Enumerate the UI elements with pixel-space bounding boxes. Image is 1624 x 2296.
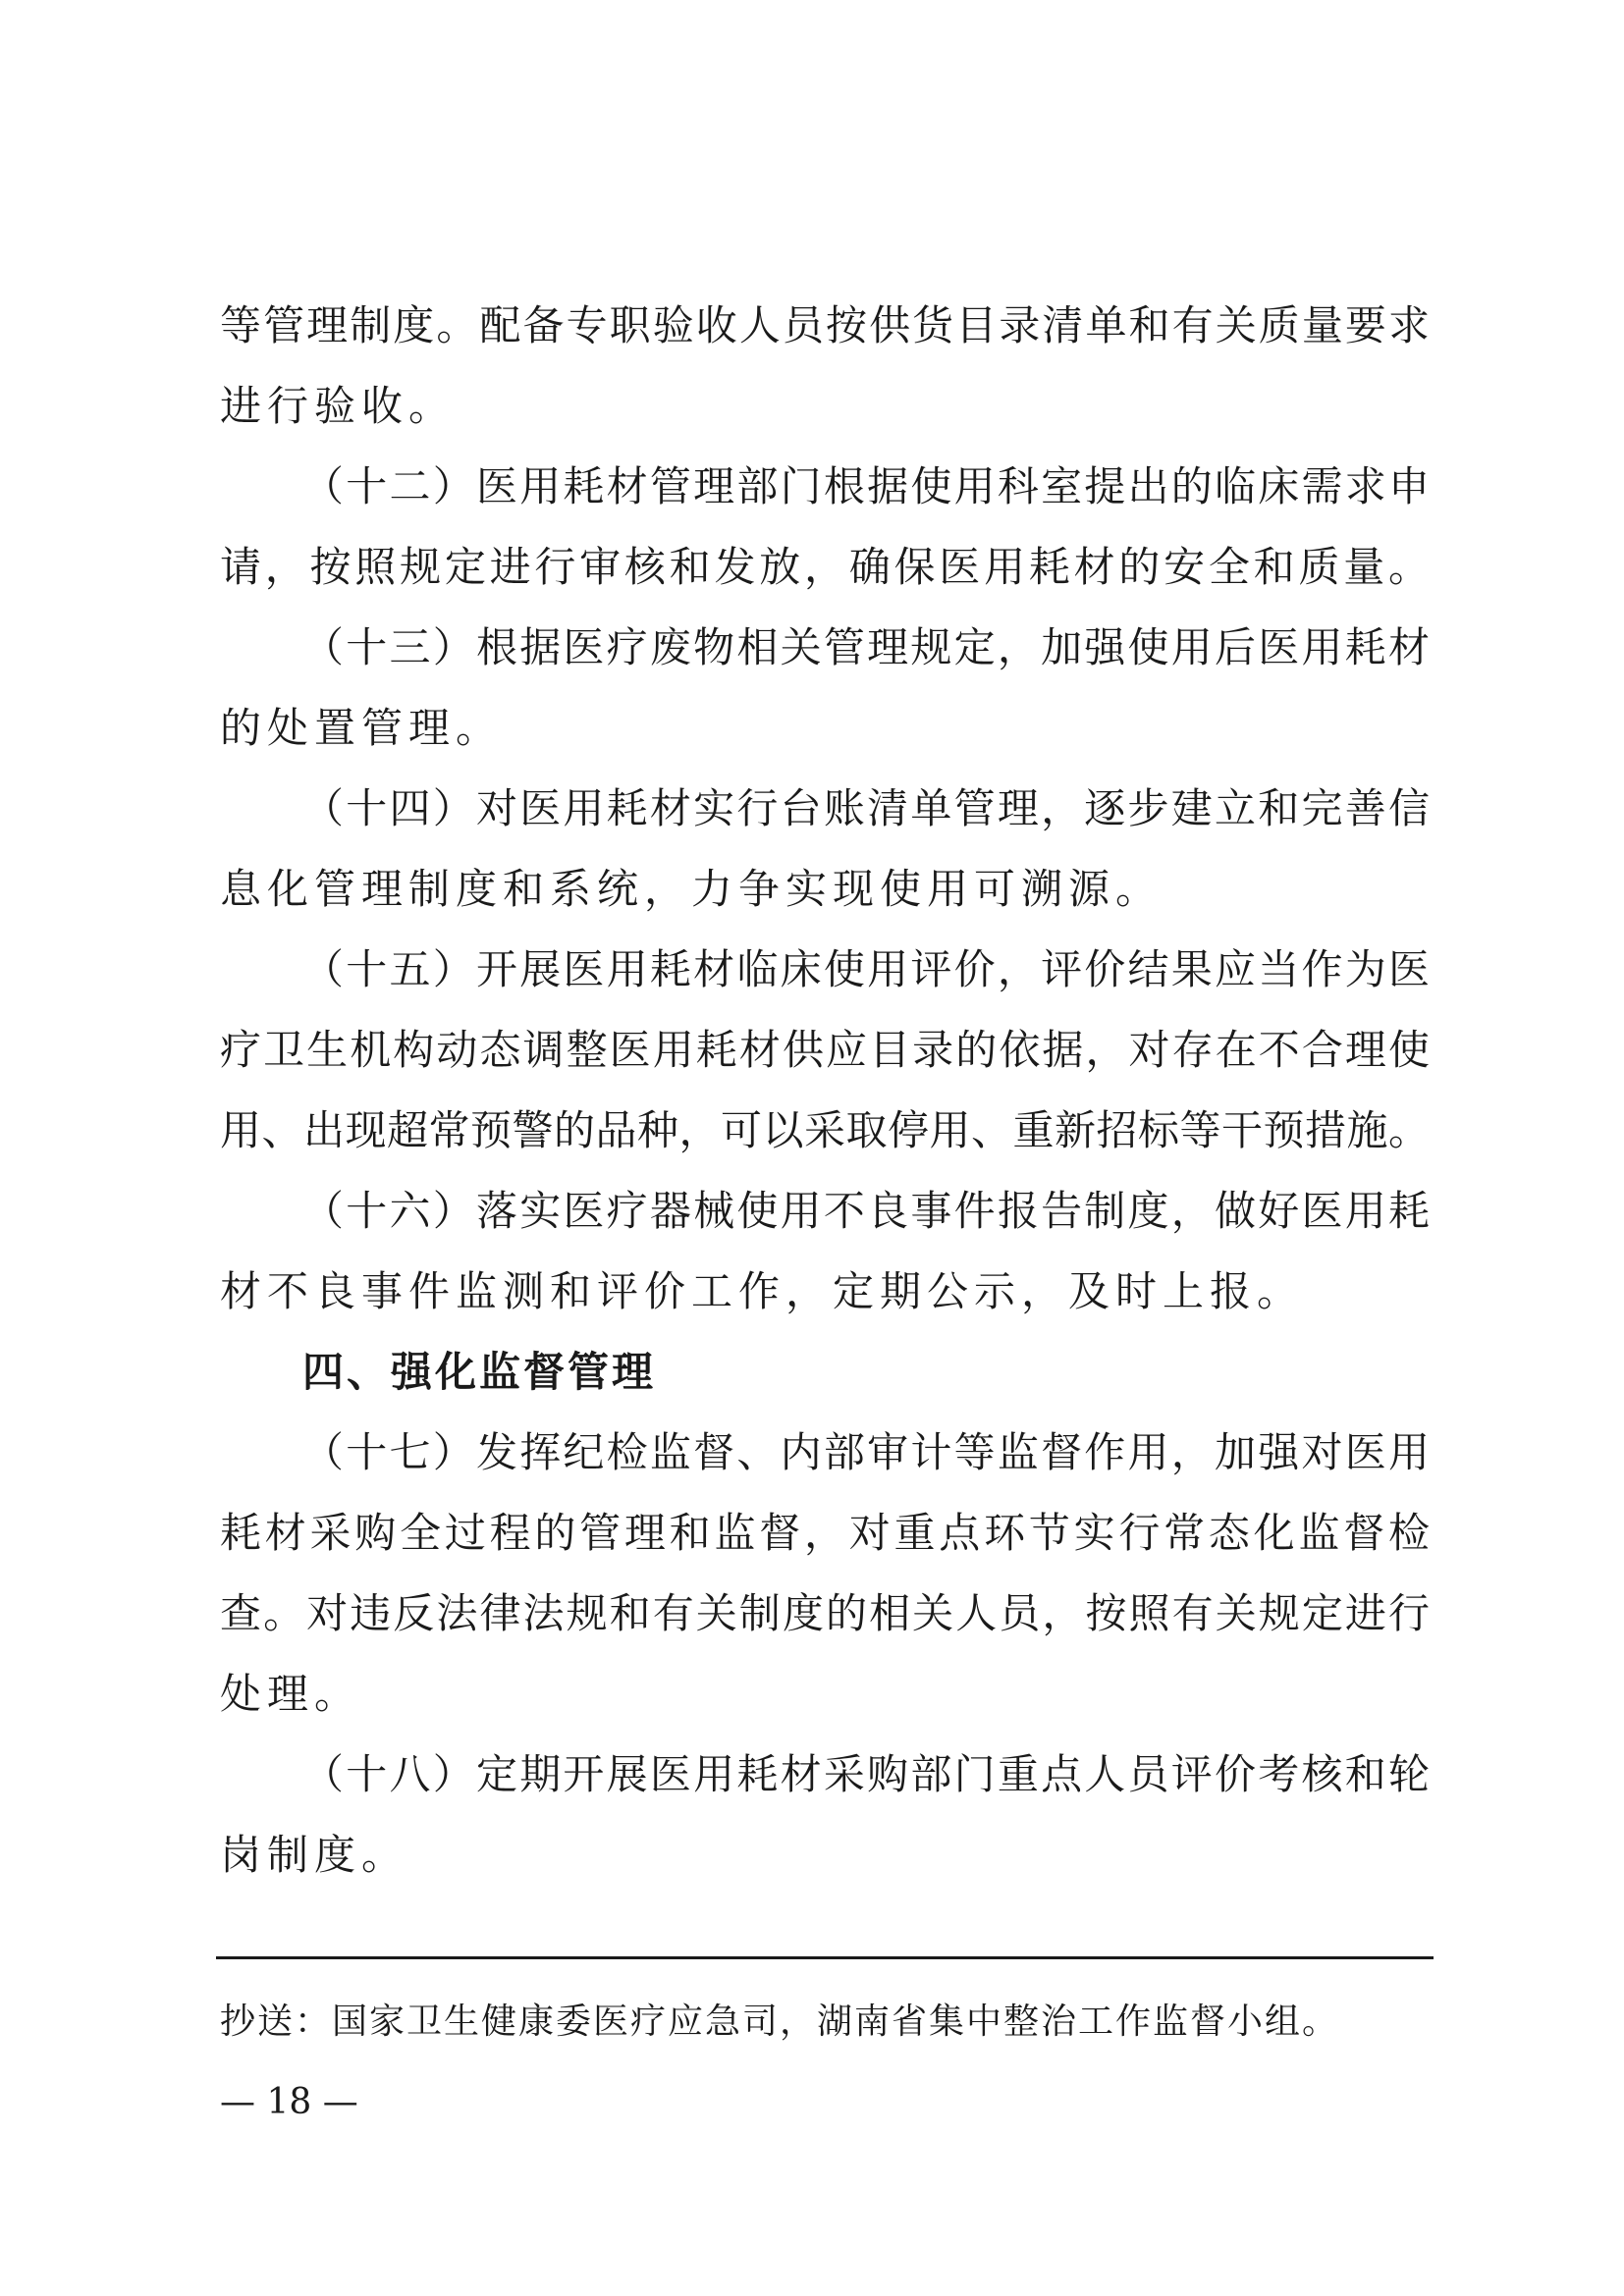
paragraph-line: （十五）开展医用耗材临床使用评价，评价结果应当作为医: [302, 945, 1430, 993]
paragraph-line: 进行验收。: [220, 382, 457, 430]
paragraph-line: 处理。: [220, 1670, 362, 1718]
footer-divider: [216, 1956, 1434, 1959]
paragraph-line: （十二）医用耗材管理部门根据使用科室提出的临床需求申: [302, 462, 1430, 510]
paragraph-line: （十七）发挥纪检监督、内部审计等监督作用，加强对医用: [302, 1428, 1430, 1476]
paragraph-line: 岗制度。: [220, 1831, 409, 1879]
paragraph-line: 材不良事件监测和评价工作，定期公示，及时上报。: [220, 1267, 1305, 1315]
paragraph-line: 用、出现超常预警的品种，可以采取停用、重新招标等干预措施。: [220, 1106, 1430, 1154]
paragraph-line: 请，按照规定进行审核和发放，确保医用耗材的安全和质量。: [220, 543, 1430, 591]
paragraph-line: 查。对违反法律法规和有关制度的相关人员，按照有关规定进行: [220, 1589, 1430, 1637]
paragraph-line: （十四）对医用耗材实行台账清单管理，逐步建立和完善信: [302, 784, 1430, 832]
paragraph-line: 的处置管理。: [220, 704, 504, 752]
paragraph-line: 疗卫生机构动态调整医用耗材供应目录的依据，对存在不合理使: [220, 1026, 1430, 1074]
page-number: — 18 —: [220, 2082, 358, 2122]
section-heading: 四、强化监督管理: [302, 1348, 657, 1396]
paragraph-line: （十八）定期开展医用耗材采购部门重点人员评价考核和轮: [302, 1750, 1430, 1798]
paragraph-line: （十三）根据医疗废物相关管理规定，加强使用后医用耗材: [302, 623, 1430, 671]
paragraph-line: 等管理制度。配备专职验收人员按供货目录清单和有关质量要求: [220, 301, 1430, 349]
paragraph-line: 息化管理制度和系统，力争实现使用可溯源。: [220, 865, 1164, 913]
paragraph-line: （十六）落实医疗器械使用不良事件报告制度，做好医用耗: [302, 1187, 1430, 1235]
paragraph-line: 耗材采购全过程的管理和监督，对重点环节实行常态化监督检: [220, 1509, 1430, 1557]
cc-recipients: 抄送：国家卫生健康委医疗应急司，湖南省集中整治工作监督小组。: [220, 2002, 1340, 2042]
